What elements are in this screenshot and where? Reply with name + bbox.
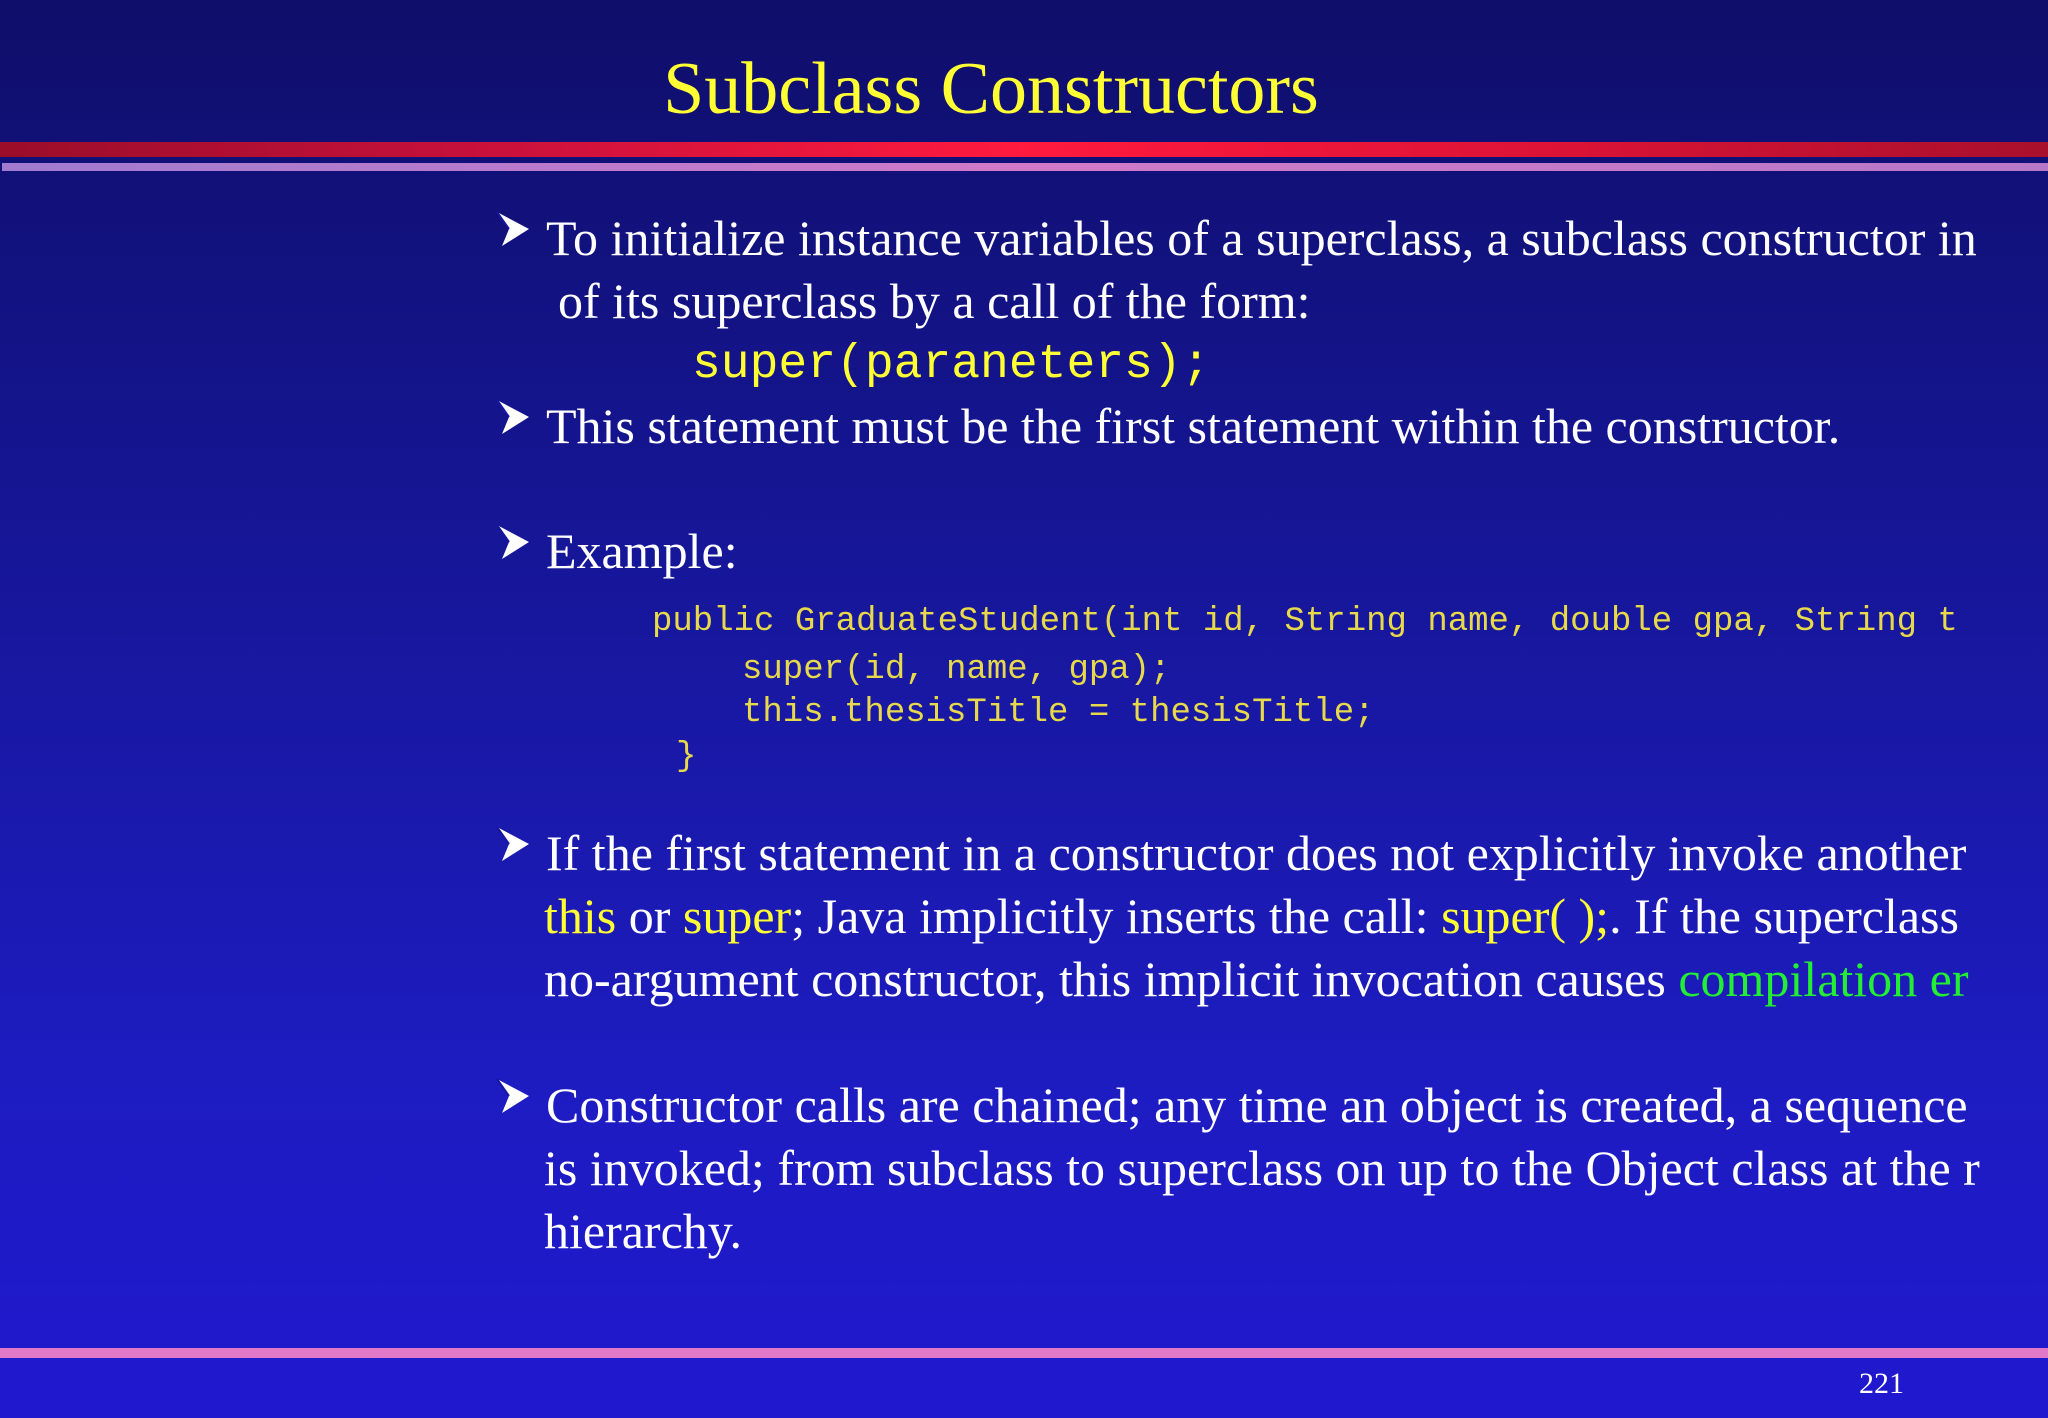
text-or: or [616,888,683,944]
bullet-4-line-3 [544,948,1969,1010]
bullet-2-line-1: This statement must be the first statement within the constructor. [546,398,1841,454]
compilation-error-highlight: compilation er [1678,951,1969,1007]
page-number: 221 [1859,1367,1904,1400]
text-no-argument: no-argument constructor, this implicit invocation causes [544,951,1679,1007]
example-code-line-4: } [676,738,697,776]
slide-title-text: Subclass Constructors [663,48,1319,130]
arrowhead-bullet-icon [496,1078,530,1114]
example-code-line-2: super(id, name, gpa); [742,651,1171,689]
bullet-5-line-1: Constructor calls are chained; any time an object is created, a sequence [546,1077,1968,1133]
keyword-this: this [544,888,617,944]
bullet-4-line-1: If the first statement in a constructor does not explicitly invoke another [546,825,1967,881]
arrowhead-bullet-icon [496,211,530,247]
bullet-1-line-2: of its superclass by a call of the form: [558,273,1311,329]
example-code-line-3: this.thesisTitle = thesisTitle; [742,694,1375,732]
bullet-5-line-2: is invoked; from subclass to superclass on up to the Object class at the r [544,1140,1980,1196]
text-implicit-insert: ; Java implicitly inserts the call: [791,888,1442,944]
bullet-3-line-1: Example: [546,523,738,579]
bullet-5-line-3: hierarchy. [544,1203,743,1259]
keyword-super-call: super( ); [1441,888,1610,944]
example-code-line-1: public GraduateStudent(int id, String name, double gpa, String t [652,603,1958,641]
keyword-super: super [682,888,792,944]
text-if-superclass: . If the superclass [1609,888,1959,944]
arrowhead-bullet-icon [496,524,530,560]
bullet-4-line-2 [544,885,1959,947]
bullet-1-line-1: To initialize instance variables of a superclass, a subclass constructor in [546,210,1977,266]
arrowhead-bullet-icon [496,826,530,862]
arrowhead-bullet-icon [496,399,530,435]
super-call-code: super(paraneters); [692,338,1211,392]
footer-rule [0,1348,2048,1358]
